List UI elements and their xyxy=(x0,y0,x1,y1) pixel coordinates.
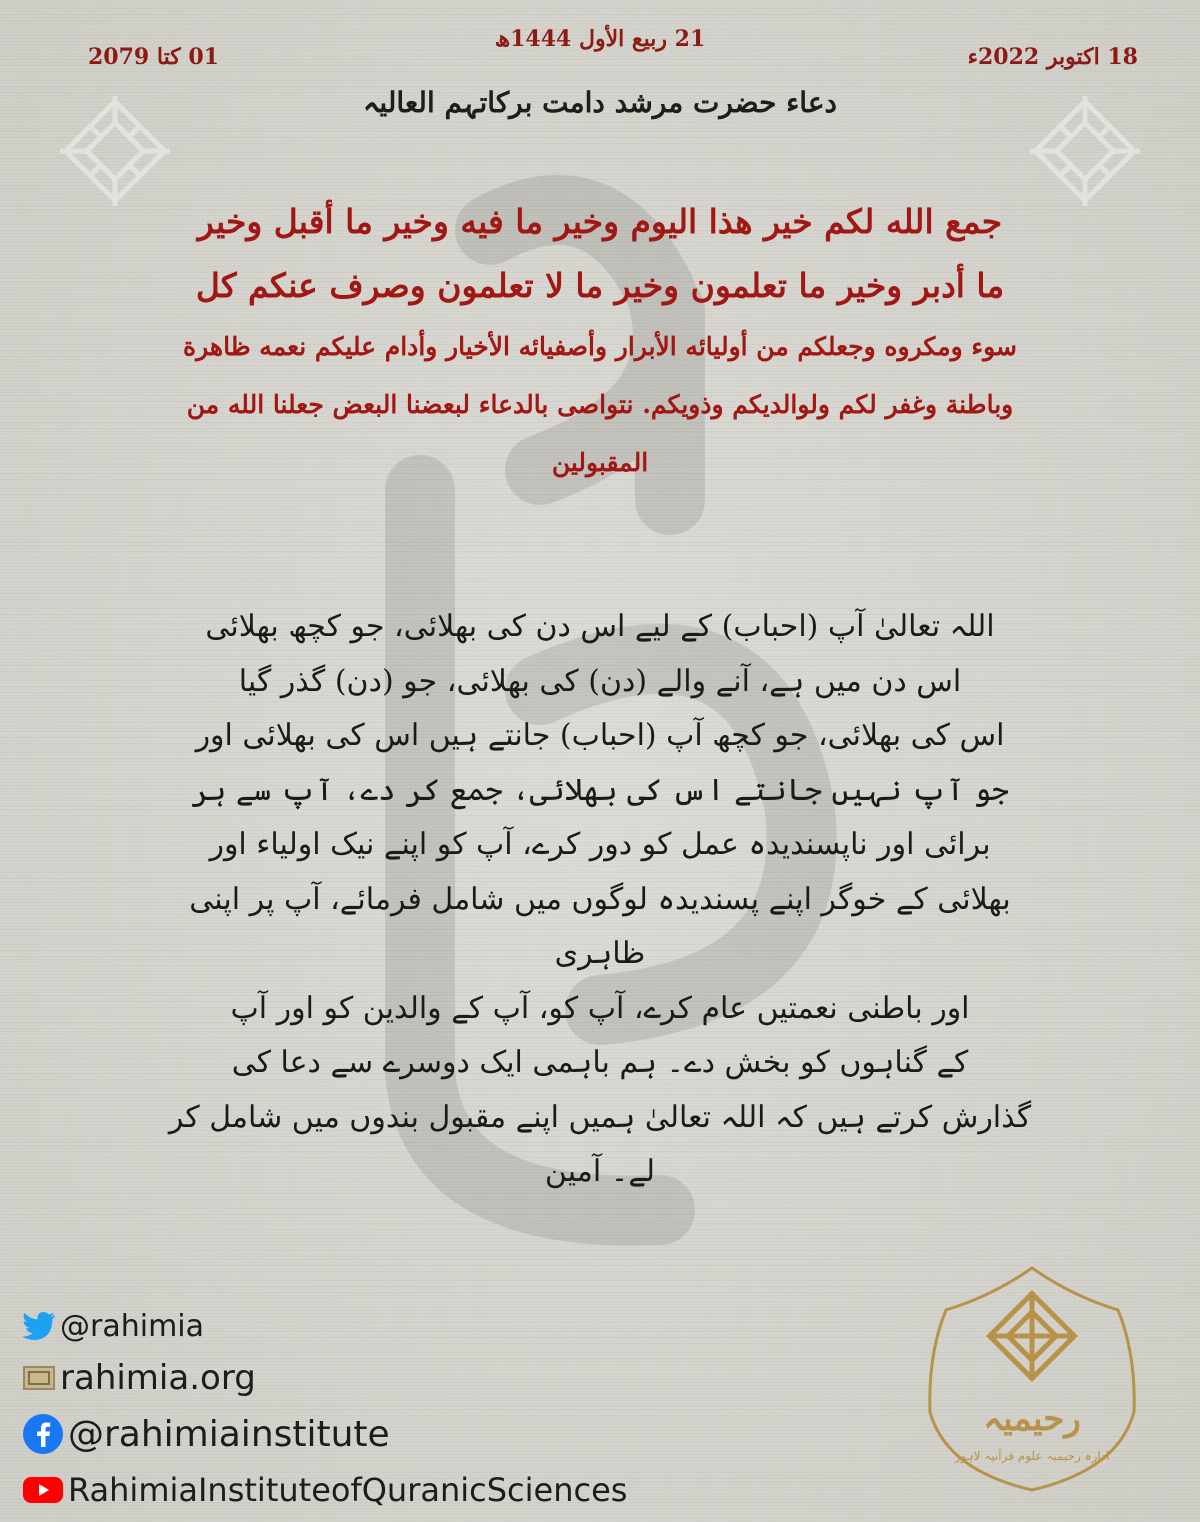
arabic-dua-line: جمع الله لكم خير هذا اليوم وخير ما فيه وخير ما أقبل وخير xyxy=(197,202,1003,241)
urdu-translation-line: جو آپ نہیں جانتے اس کی بھلائی، جمع کر دے، آپ سے ہر xyxy=(191,772,1009,808)
urdu-translation-line: برائی اور ناپسندیدہ عمل کو دور کرے، آپ کو اپنے نیک اولیاء اور xyxy=(209,827,991,862)
urdu-translation xyxy=(150,600,1050,1200)
youtube-link[interactable] xyxy=(22,1468,627,1512)
facebook-link[interactable] xyxy=(22,1410,627,1458)
urdu-translation-line: لے۔ آمین xyxy=(544,1154,656,1189)
date-hijri: 21 ربیع الأول 1444ھ xyxy=(494,26,706,52)
urdu-translation-line: گذارش کرتے ہیں کہ اللہ تعالیٰ ہمیں اپنے مقبول بندوں میں شامل کر xyxy=(168,1099,1032,1135)
urdu-translation-line: اللہ تعالیٰ آپ (احباب) کے لیے اس دن کی بھلائی، جو کچھ بھلائی xyxy=(205,609,995,644)
rahimia-logo xyxy=(922,1262,1142,1494)
date-gregorian: 18 اکتوبر 2022ء xyxy=(967,44,1138,70)
facebook-handle: @rahimiainstitute xyxy=(68,1413,390,1455)
date-bikrami: 01 کتا 2079 xyxy=(88,44,219,70)
urdu-translation-line: اور باطنی نعمتیں عام کرے، آپ کو، آپ کے والدین کو اور آپ xyxy=(230,990,970,1026)
arabic-dua-line: سوء ومكروه وجعلكم من أوليائه الأبرار وأصفيائه الأخيار وأدام عليكم نعمه ظاهرة xyxy=(183,332,1017,361)
urdu-translation-line: بھلائی کے خوگر اپنے پسندیدہ لوگوں میں شامل فرمائے، آپ پر اپنی ظاہری xyxy=(189,881,1011,971)
facebook-icon xyxy=(22,1413,64,1455)
twitter-link[interactable] xyxy=(22,1306,627,1346)
youtube-icon xyxy=(22,1475,64,1505)
urdu-translation-line: کے گناہوں کو بخش دے۔ ہم باہمی ایک دوسرے سے دعا کی xyxy=(231,1045,969,1080)
website-url: rahimia.org xyxy=(60,1358,256,1398)
urdu-translation-line: اس دن میں ہے، آنے والے (دن) کی بھلائی، جو (دن) گذر گیا xyxy=(238,663,962,699)
website-link[interactable] xyxy=(22,1356,627,1400)
dua-heading: دعاء حضرت مرشد دامت برکاتہم العالیہ xyxy=(362,86,838,119)
arabic-dua xyxy=(80,190,1120,492)
twitter-handle: @rahimia xyxy=(60,1308,205,1344)
social-links xyxy=(22,1306,627,1522)
web-icon xyxy=(22,1363,56,1393)
arabic-dua-line: وباطنة وغفر لكم ولوالديكم وذويكم. نتواصى بالدعاء لبعضنا البعض جعلنا الله من xyxy=(186,390,1014,419)
svg-text:ادارہ رحیمیہ علوم قرآنیہ لاہور: ادارہ رحیمیہ علوم قرآنیہ لاہور xyxy=(954,1449,1110,1463)
twitter-icon xyxy=(22,1311,56,1341)
svg-text:رحیمیہ: رحیمیہ xyxy=(983,1399,1081,1439)
urdu-translation-line: اس کی بھلائی، جو کچھ آپ (احباب) جانتے ہیں اس کی بھلائی اور xyxy=(195,718,1005,753)
arabic-dua-line: ما أدبر وخير ما تعلمون وخير ما لا تعلمون وصرف عنكم كل xyxy=(195,266,1005,305)
arabic-dua-line: المقبولين xyxy=(551,448,649,477)
youtube-channel: RahimiaInstituteofQuranicSciences xyxy=(68,1471,628,1509)
